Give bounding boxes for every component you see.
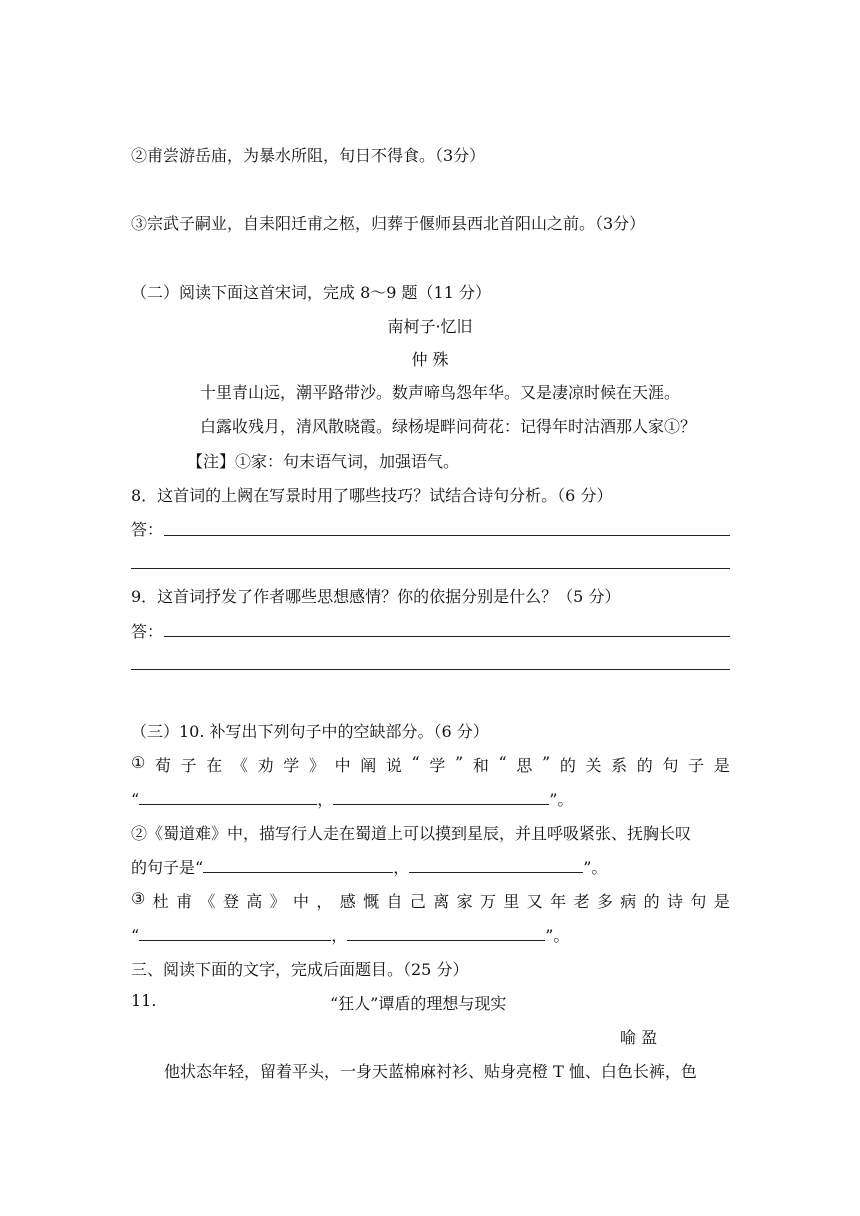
article-author: 喻 盈 xyxy=(620,1028,658,1047)
fill-blank-2b[interactable] xyxy=(409,858,583,873)
fill-item-3-blanks xyxy=(131,923,569,946)
poem-title: 南柯子·忆旧 xyxy=(387,317,473,336)
fill-item-1-text: ① 荀 子 在 《 劝 学 》 中 阐 说 “ 学 ” 和 “ 思 ” 的 关 系 的 句 子 是 xyxy=(131,753,730,775)
fill-item-2-line-1: ②《蜀道难》中，描写行人走在蜀道上可以摸到星辰，并且呼吸紧张、抚胸长叹 xyxy=(131,824,692,843)
fill-item-2-prefix: 的句子是“ xyxy=(131,858,204,877)
close-quote: ”。 xyxy=(545,926,570,945)
fill-blank-1a[interactable] xyxy=(139,790,317,805)
q9-answer-line-2[interactable] xyxy=(131,669,730,670)
comma: ， xyxy=(331,926,348,945)
fill-blank-2a[interactable] xyxy=(203,858,393,873)
close-quote: ”。 xyxy=(583,858,608,877)
translation-item-3: ③宗武子嗣业，自耒阳迁甫之柩，归葬于偃师县西北首阳山之前。（3分） xyxy=(131,214,646,233)
q9-answer-label: 答： xyxy=(131,622,164,641)
fill-item-1-blanks xyxy=(131,787,573,810)
fill-blank-3b[interactable] xyxy=(347,926,545,941)
article-title: “狂人”谭盾的理想与现实 xyxy=(330,994,507,1013)
q8-answer-line-2[interactable] xyxy=(131,568,730,569)
translation-item-2: ②甫尝游岳庙，为暴水所阻，旬日不得食。（3分） xyxy=(131,146,486,165)
question-11-number: 11. xyxy=(131,991,157,1010)
fill-blank-3a[interactable] xyxy=(139,926,331,941)
section-2-header: （二）阅读下面这首宋词，完成 8～9 题（11 分） xyxy=(131,283,491,302)
question-8: 8．这首词的上阙在写景时用了哪些技巧？试结合诗句分析。（6 分） xyxy=(131,486,613,505)
section-3-header: （三）10. 补写出下列句子中的空缺部分。（6 分） xyxy=(131,722,489,741)
open-quote: “ xyxy=(131,926,140,945)
fill-blank-1b[interactable] xyxy=(333,790,549,805)
fill-item-3-text: ③ 杜 甫 《 登 高 》 中 ， 感 慨 自 己 离 家 万 里 又 年 老 多 病 的 诗 句 是 xyxy=(131,889,730,911)
part-3-header: 三、阅读下面的文字，完成后面题目。（25 分） xyxy=(131,960,469,979)
close-quote: ”。 xyxy=(549,790,574,809)
q8-answer-line-1[interactable] xyxy=(164,535,730,536)
q8-answer-label: 答： xyxy=(131,520,164,539)
poem-line-2: 白露收残月，清风散晓霞。绿杨堤畔问荷花：记得年时沽酒那人家①？ xyxy=(200,417,697,436)
poem-note: 【注】①家：句末语气词，加强语气。 xyxy=(187,452,460,471)
open-quote: “ xyxy=(131,790,140,809)
q9-answer-line-1[interactable] xyxy=(164,636,730,637)
question-9: 9．这首词抒发了作者哪些思想感情？你的依据分别是什么？（5 分） xyxy=(131,587,621,606)
comma: ， xyxy=(393,858,410,877)
poem-author: 仲 殊 xyxy=(411,350,449,369)
poem-line-1: 十里青山远，潮平路带沙。数声啼鸟怨年华。又是凄凉时候在天涯。 xyxy=(200,383,681,402)
comma: ， xyxy=(317,790,334,809)
article-paragraph-1: 他状态年轻，留着平头，一身天蓝棉麻衬衫、贴身亮橙 T 恤、白色长裤，色 xyxy=(164,1062,697,1081)
fill-item-2-blanks xyxy=(131,855,607,878)
